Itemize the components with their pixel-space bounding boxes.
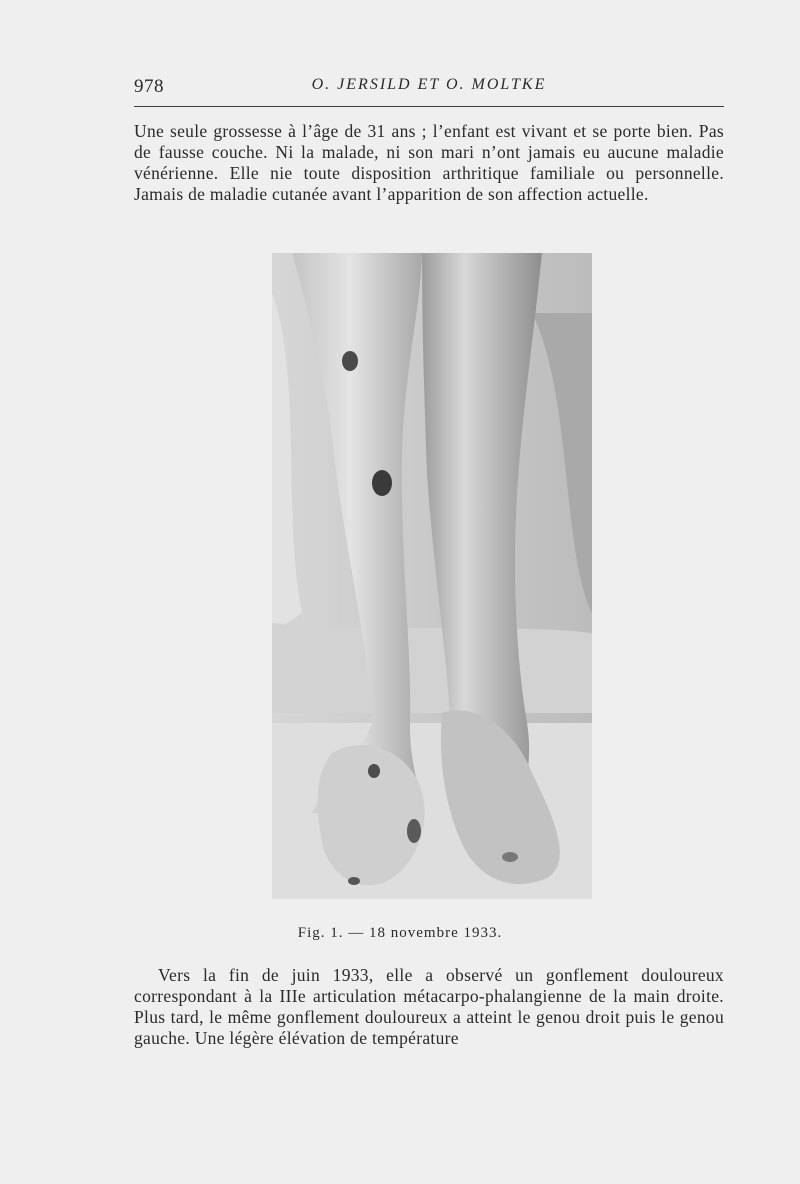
header-rule	[134, 106, 724, 107]
running-head: O. JERSILD ET O. MOLTKE	[311, 76, 547, 93]
figure-caption: Fig. 1. — 18 novembre 1933.	[297, 925, 503, 941]
paragraph-2: Vers la fin de juin 1933, elle a observé un gonflement douloureux correspondant à la IIIe articulation métacarpo-phalangienne de la main droite. Plus tard, le même gonflement douloureux a atteint le genou droit puis le genou gauche. Une légère élévation de température	[134, 965, 724, 1048]
paragraph-1: Une seule grossesse à l’âge de 31 ans ; l’enfant est vivant et se porte bien. Pas de fausse couche. Ni la malade, ni son mari n’ont jamais eu aucune maladie vénérienne. Elle nie toute disposition arthritique familiale ou personnelle. Jamais de maladie cutanée avant l’apparition de son affection actuelle.	[134, 121, 724, 204]
legs-photograph	[272, 253, 592, 899]
page-number: 978	[134, 76, 164, 97]
figure-photo-legs	[272, 253, 592, 899]
page-header	[134, 76, 724, 102]
